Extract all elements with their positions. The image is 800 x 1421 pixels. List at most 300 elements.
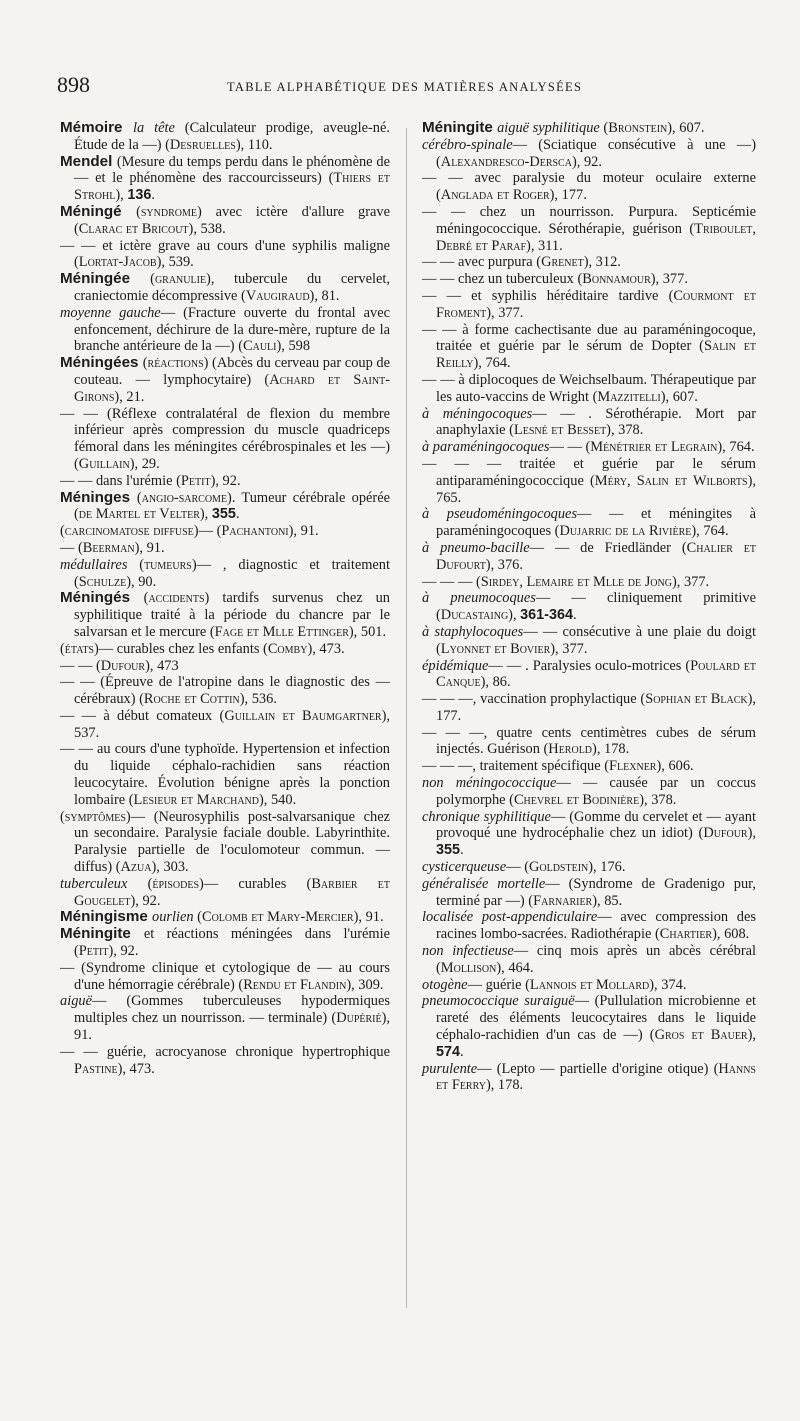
italic-qualifier: tuberculeux <box>60 875 148 892</box>
page-ref: ), 311. <box>526 237 563 254</box>
smallcaps-qualifier: (réactions) <box>142 355 209 372</box>
entry-text: . <box>460 1043 464 1060</box>
entry-text: — <box>506 859 525 876</box>
page-ref: ), 473 <box>145 657 179 674</box>
author-names: Goldstein <box>528 859 589 876</box>
page-ref: ), <box>747 825 756 842</box>
entry-text: (Calculateur prodige, aveugle-né. Étude de la —) ( <box>74 120 390 153</box>
index-entry <box>60 641 390 658</box>
index-entry <box>422 540 756 574</box>
page-ref: ), 309. <box>346 976 384 993</box>
index-entry <box>60 658 390 675</box>
index-entry <box>422 691 756 725</box>
headword: Méningées <box>60 354 143 372</box>
page-ref: ), 764. <box>717 439 755 456</box>
index-entry <box>60 741 390 808</box>
italic-qualifier: non méningococcique <box>422 775 557 792</box>
author-names: Gros et Bauer <box>654 1027 748 1044</box>
author-names: Comby <box>267 640 308 657</box>
page-ref: ), 176. <box>588 859 626 876</box>
page-ref: ), 178. <box>592 741 630 758</box>
index-entry <box>422 658 756 692</box>
author-names: Desruelles <box>169 136 236 153</box>
page-ref: ), 110. <box>235 136 273 153</box>
author-names: Ducastaing <box>440 607 509 624</box>
author-names: Lannois et Mollard <box>529 976 650 993</box>
italic-qualifier: purulente <box>422 1060 478 1077</box>
column-divider <box>406 128 407 1308</box>
italic-qualifier: à staphylocoques <box>422 623 524 640</box>
entry-text: — <box>513 943 537 960</box>
page-ref: ), 312. <box>583 254 621 271</box>
entry-text: — <box>545 875 569 892</box>
entry-text: . Sérothérapie. Mort par anaphylaxie ( <box>436 405 756 439</box>
index-entry <box>422 322 756 372</box>
page-ref: ), <box>508 607 521 624</box>
index-entry <box>60 1044 390 1078</box>
entry-text: avec compression des racines lombo-sacrées. Radiothérapie ( <box>436 909 756 943</box>
author-names: Colomb et Mary-Mercier <box>201 909 354 926</box>
author-names: Hanns et Ferry <box>436 1060 756 1094</box>
entry-text: — — avec purpura ( <box>422 254 542 271</box>
entry-text: — — — ( <box>422 573 481 590</box>
index-entry <box>422 137 756 171</box>
author-names: Pastine <box>74 1060 118 1077</box>
page-ref: ), 177. <box>436 691 756 724</box>
index-entry <box>422 170 756 204</box>
author-names: Petit <box>78 943 109 960</box>
entry-text: — <box>198 523 217 540</box>
smallcaps-qualifier: (granulie) <box>150 271 211 288</box>
index-entry <box>422 876 756 910</box>
author-names: Lortat-Jacob <box>78 254 157 271</box>
index-entry <box>422 506 756 540</box>
page-ref: ), 607. <box>667 120 705 136</box>
entry-text: — — chez un nourrisson. Purpura. Septicémie méningococcique. Sérothérapie, guérison ( <box>422 203 756 237</box>
index-entry <box>422 120 756 137</box>
entry-text: — <box>550 808 570 825</box>
author-names: Vaugiraud <box>245 287 310 304</box>
index-entry <box>60 406 390 473</box>
author-names: Bonnamour <box>582 271 651 288</box>
author-names: Petit <box>180 472 211 489</box>
headword: Mendel <box>60 152 117 170</box>
author-names: Poulard et Canque <box>436 657 756 691</box>
italic-qualifier: la tête <box>133 120 185 136</box>
entry-text: de Friedländer ( <box>580 539 687 556</box>
bold-page-ref: 361-364 <box>520 607 573 624</box>
entry-text: et réactions méningées dans l'urémie ( <box>74 926 390 960</box>
headword: Méningés <box>60 589 144 607</box>
author-names: Barbier et Gougelet <box>74 875 390 909</box>
page-ref: ), 178. <box>485 1077 524 1094</box>
author-names: Mollison <box>440 959 497 976</box>
index-entry <box>422 977 756 994</box>
entry-text: (Lepto — partielle d'origine otique) ( <box>496 1060 719 1077</box>
index-entry <box>60 540 390 557</box>
index-entry <box>422 725 756 759</box>
page-ref: ), 607. <box>660 388 698 405</box>
italic-qualifier: à méningocoques <box>422 405 533 422</box>
page-ref: ), 376. <box>485 556 523 573</box>
bold-page-ref: 355 <box>436 842 461 859</box>
entry-text: — <box>512 136 539 153</box>
page-ref: ), 86. <box>480 674 511 691</box>
entry-text: (Sciatique consécutive à une —) ( <box>436 136 756 170</box>
page-ref: ), 536. <box>239 691 277 708</box>
italic-qualifier: épidémique <box>422 657 489 674</box>
entry-text: — — dans l'urémie ( <box>60 472 181 489</box>
page-ref: ), 377. <box>550 640 588 657</box>
author-names: Triboulet, Debré et Paraf <box>436 220 756 254</box>
author-names: Flexner <box>609 758 657 775</box>
index-entry <box>60 926 390 960</box>
entry-text: . <box>151 187 155 204</box>
author-names: Dufour <box>100 657 146 674</box>
smallcaps-qualifier: (syndrome) <box>136 203 202 220</box>
entry-text: (Pullulation microbienne et rareté des éléments leucocytaires dans le liquide céphalo-rachidien d'un cas de —) ( <box>436 993 756 1044</box>
entry-text: curables ( <box>238 875 312 892</box>
page-ref: ), 92. <box>210 472 241 489</box>
italic-qualifier: à pneumocoques <box>422 590 536 607</box>
running-title: TABLE ALPHABÉTIQUE DES MATIÈRES ANALYSÉES <box>227 80 583 94</box>
index-entry <box>60 993 390 1043</box>
page-ref: ), <box>747 1027 756 1044</box>
entry-text: tardifs survenus chez un syphilitique traité à la période du chancre par le salvarsan et le mercure ( <box>74 590 390 640</box>
index-entry <box>422 204 756 254</box>
entry-text: — (Syndrome clinique et cytologique de — au cours d'une hémorragie cérébrale) ( <box>60 959 390 993</box>
entry-text: — — et syphilis héréditaire tardive ( <box>422 287 674 304</box>
entry-text: . Paralysies oculo-motrices ( <box>525 657 691 674</box>
entry-text: — — à diplocoques de Weichselbaum. Thérapeutique par les auto-vaccins de Wright ( <box>422 371 756 405</box>
entry-text: . <box>235 506 240 523</box>
entry-text: — — chez un tuberculeux ( <box>422 271 583 288</box>
page-ref: ), 598 <box>276 338 311 355</box>
entry-text: (Gommes tuberculeuses hypodermiques multiples chez un nourrisson. — terminale) ( <box>74 993 390 1027</box>
entry-text: — — — traitée et guérie par le sérum antiparaméningococcique ( <box>422 455 756 489</box>
index-entry <box>60 708 390 742</box>
page-ref: ), 501. <box>348 623 387 640</box>
page-ref: ), 537. <box>74 707 390 741</box>
index-entry <box>422 590 756 624</box>
entry-text: — <box>477 1060 497 1077</box>
page-ref: ), 377. <box>650 271 688 288</box>
author-names: Chalier et Dufourt <box>436 539 757 573</box>
page-ref: ), 377. <box>486 304 524 321</box>
bold-page-ref: 574 <box>436 1043 461 1060</box>
entry-text: — — <box>488 657 526 674</box>
smallcaps-qualifier: (angio-sarcome) <box>136 489 232 506</box>
entry-text: — — au cours d'une typhoïde. Hypertension et infection du liquide céphalo-rachidien sans réaction leucocytaire. Évolution bénigne après la ponction lombaire ( <box>60 741 390 808</box>
author-names: Lesné et Besset <box>513 422 607 439</box>
author-names: Dufour <box>703 825 748 842</box>
entry-text: curables chez les enfants ( <box>116 640 268 657</box>
author-names: Alexandresco-Dersca <box>440 153 572 170</box>
index-entry <box>60 909 390 926</box>
page-header <box>57 72 757 102</box>
bold-page-ref: 355 <box>211 506 236 523</box>
author-names: Grenet <box>541 254 584 271</box>
index-entry <box>422 775 756 809</box>
index-entry <box>422 943 756 977</box>
italic-qualifier: à pseudoméningocoques <box>422 506 578 523</box>
smallcaps-qualifier: (tumeurs) <box>139 556 197 573</box>
entry-text: , diagnostic et traitement ( <box>74 556 390 590</box>
page-ref: ), 21. <box>114 388 145 405</box>
index-entry <box>60 674 390 708</box>
page-ref: ), 85. <box>592 892 623 909</box>
page-ref: ), 91. <box>288 523 319 540</box>
entry-text: — ( <box>60 539 83 556</box>
author-names: Clarac et Bricout <box>78 220 189 237</box>
headword: Méninges <box>60 488 137 506</box>
entry-text: — — avec paralysie du moteur oculaire externe ( <box>422 170 756 204</box>
page-ref: ), 92. <box>108 943 139 960</box>
author-names: Pachantoni <box>221 523 289 540</box>
entry-text: — <box>91 993 127 1010</box>
index-entry <box>422 456 756 506</box>
page-ref: ), 378. <box>639 791 677 808</box>
entry-text: — — (Réflexe contralatéral de flexion du membre inférieur après compression du muscle quadriceps fémoral dans les méningites cérébrospinales et les —) ( <box>60 405 390 472</box>
index-entry <box>60 204 390 238</box>
index-entry <box>422 271 756 288</box>
entry-text: — — guérie, acrocyanose chronique hypertrophique <box>60 1043 390 1060</box>
index-entry <box>60 590 390 640</box>
bold-page-ref: 136 <box>127 187 152 204</box>
entry-text: (Fracture ouverte du frontal avec enfoncement, déchirure de la dure-mère, rupture de la branche antérieure de la —) ( <box>74 304 390 355</box>
author-names: Sophian et Black <box>645 691 748 708</box>
entry-text: . Tumeur cérébrale opérée ( <box>74 489 390 523</box>
page-ref: ), 303. <box>151 859 189 876</box>
headword: Méningite <box>60 925 144 943</box>
page-ref: ), 378. <box>606 422 644 439</box>
index-entry <box>422 758 756 775</box>
headword: Méningisme <box>60 908 152 926</box>
smallcaps-qualifier: (carcinomatose diffuse) <box>60 523 199 540</box>
smallcaps-qualifier: (états) <box>60 640 99 657</box>
index-entry <box>422 406 756 440</box>
page-ref: ), 374. <box>649 976 687 993</box>
page-ref: ), 29. <box>129 455 160 472</box>
entry-text: — — —, traitement spécifique ( <box>422 758 610 775</box>
italic-qualifier: cérébro-spinale <box>422 136 513 153</box>
entry-text: . <box>460 842 464 859</box>
entry-text: causée par un coccus polymorphe ( <box>436 775 756 808</box>
smallcaps-qualifier: (symptômes) <box>60 808 131 825</box>
page-ref: ), 608. <box>712 926 750 943</box>
index-entry <box>60 154 390 204</box>
italic-qualifier: moyenne gauche <box>60 304 161 321</box>
entry-text: avec ictère d'allure grave ( <box>74 203 390 237</box>
entry-text: (Gomme du cervelet et — ayant provoqué une hydrocéphalie chez un idiot) ( <box>436 808 756 842</box>
author-names: Lesieur et Marchand <box>133 791 259 808</box>
author-names: Lyonnet et Bovier <box>440 640 551 657</box>
index-entry <box>60 355 390 405</box>
smallcaps-qualifier: (accidents) <box>143 590 210 607</box>
author-names: Guillain <box>78 455 130 472</box>
italic-qualifier: non infectieuse <box>422 943 514 960</box>
italic-qualifier: médullaires <box>60 556 140 573</box>
page-ref: ), 473. <box>307 640 345 657</box>
entry-text: — — <box>523 623 563 640</box>
author-names: Thiers et Strohl <box>74 170 391 204</box>
index-entry <box>422 993 756 1060</box>
entry-text: — <box>467 976 486 993</box>
author-names: Chartier <box>659 926 713 943</box>
italic-qualifier: généralisée mortelle <box>422 875 546 892</box>
index-entry <box>60 960 390 994</box>
entry-text: — <box>98 640 117 657</box>
entry-text: — <box>160 304 184 321</box>
entry-text: (Syndrome de Gradenigo pur, terminé par —) ( <box>436 875 756 909</box>
entry-text: et méningites à paraméningocoques ( <box>436 506 756 540</box>
italic-qualifier: aiguë syphilitique <box>497 120 604 136</box>
index-entry <box>60 305 390 355</box>
author-names: Dujarric de la Rivière <box>559 523 692 540</box>
entry-text: — — —, quatre cents centimètres cubes de sérum injectés. Guérison ( <box>422 724 756 758</box>
entry-text: — <box>203 875 239 892</box>
page-ref: ), 177. <box>549 187 587 204</box>
smallcaps-qualifier: (épisodes) <box>147 875 204 892</box>
page-ref: ), 765. <box>436 472 756 506</box>
entry-text: — — <box>532 405 589 422</box>
entry-text: — — et ictère grave au cours d'une syphilis maligne ( <box>60 237 390 271</box>
entry-text: — — à début comateux ( <box>60 707 225 724</box>
page-ref: ), 90. <box>126 573 157 590</box>
entry-text: . <box>573 607 577 624</box>
page-ref: ), <box>199 506 212 523</box>
page-ref: ), 91. <box>74 1010 390 1044</box>
headword: Mémoire <box>60 119 133 136</box>
index-entry <box>422 624 756 658</box>
entry-text: — — <box>535 590 607 607</box>
author-names: Cauli <box>243 338 277 355</box>
entry-text: — — <box>549 439 586 456</box>
page-ref: ), 91. <box>353 909 384 926</box>
index-entry <box>422 574 756 591</box>
entry-text: ( <box>585 439 591 456</box>
page-ref: ), 92. <box>130 892 161 909</box>
entry-text: (Mesure du temps perdu dans le phénomène de — et le phénomène des raccourcisseurs) ( <box>74 153 391 187</box>
index-entry <box>422 1061 756 1095</box>
entry-text: — — <box>577 506 641 523</box>
entry-text: ( <box>524 859 529 876</box>
page-ref: ), 464. <box>496 959 534 976</box>
entry-text: (Neurosyphilis post-salvarsanique chez un secondaire. Paralysie faciale double. Labyrinthite. Paralysie partielle de l'oculomoteur commun. — diffus) ( <box>74 808 390 876</box>
index-entry <box>60 238 390 272</box>
entry-text: , tubercule du cervelet, craniectomie décompressive ( <box>74 271 390 304</box>
author-names: Dupérié <box>336 1010 382 1027</box>
index-entry <box>60 809 390 876</box>
author-names: Herold <box>548 741 593 758</box>
entry-text: — <box>574 993 595 1010</box>
headword: Méningée <box>60 270 151 288</box>
author-names: Ménétrier et Legrain <box>590 439 718 456</box>
entry-text: — <box>196 556 223 573</box>
italic-qualifier: cysticerqueuse <box>422 859 507 876</box>
entry-text: — <box>597 909 621 926</box>
italic-qualifier: otogène <box>422 976 468 993</box>
entry-text: — — (Épreuve de l'atropine dans le diagnostic des — cérébraux) ( <box>60 674 390 708</box>
italic-qualifier: chronique syphilitique <box>422 808 551 825</box>
italic-qualifier: à paraméningocoques <box>422 439 550 456</box>
headword: Méningite <box>422 119 498 136</box>
page-ref: ), 764. <box>691 523 729 540</box>
index-entry <box>422 859 756 876</box>
entry-text: — — à forme cachectisante due au paraméningocoque, traitée et guérie par le sérum de Dopter ( <box>422 321 756 355</box>
italic-qualifier: pneumococcique suraiguë <box>422 993 575 1010</box>
page-ref: ), 81. <box>309 287 340 304</box>
page-ref: ), 91. <box>134 539 165 556</box>
entry-text: (Abcès du cerveau par coup de couteau. — lymphocytaire) ( <box>74 355 390 388</box>
page-ref: ), 539. <box>156 254 194 271</box>
author-names: Farnarier <box>533 892 593 909</box>
entry-text: — — ( <box>60 657 101 674</box>
author-names: Bronstein <box>608 120 668 136</box>
author-names: Rendu et Flandin <box>243 976 347 993</box>
author-names: Chevrel et Bodinière <box>513 791 640 808</box>
entry-text: cinq mois après un abcès cérébral ( <box>436 943 756 976</box>
right-column <box>422 120 756 1094</box>
index-entry <box>60 473 390 490</box>
author-names: Guillain et Baumgartner <box>224 707 382 724</box>
author-names: Achard et Saint-Girons <box>74 371 390 405</box>
index-entry <box>60 120 390 154</box>
index-entry <box>422 809 756 859</box>
headword: Méningé <box>60 202 137 220</box>
page-ref: ), 377. <box>671 573 710 590</box>
author-names: Courmont et Froment <box>436 287 756 321</box>
page-ref: ), 764. <box>473 355 511 372</box>
index-entry <box>422 439 756 456</box>
page-ref: ), 540. <box>259 791 297 808</box>
index-entry <box>60 490 390 524</box>
index-entry <box>60 557 390 591</box>
author-names: Mazzitelli <box>597 388 661 405</box>
italic-qualifier: localisée post-appendiculaire <box>422 909 598 926</box>
author-names: Azua <box>120 859 152 876</box>
italic-qualifier: aiguë <box>60 993 92 1010</box>
author-names: Schulze <box>78 573 127 590</box>
author-names: de Martel et Velter <box>78 506 200 523</box>
author-names: Méry, Salin et Wilborts <box>594 472 748 489</box>
entry-text: cliniquement primitive ( <box>436 590 756 624</box>
italic-qualifier: ourlien <box>152 909 198 926</box>
italic-qualifier: à pneumo-bacille <box>422 539 530 556</box>
index-entry <box>422 254 756 271</box>
index-entry <box>60 523 390 540</box>
author-names: Sirdey, Lemaire et Mlle de Jong <box>480 573 672 590</box>
left-column <box>60 120 390 1077</box>
entry-text: guérie ( <box>485 976 530 993</box>
page-ref: ), 606. <box>656 758 694 775</box>
entry-text: consécutive à une plaie du doigt ( <box>436 623 756 657</box>
entry-text: ( <box>216 523 222 540</box>
author-names: Beerman <box>82 539 135 556</box>
entry-text: — <box>130 808 154 825</box>
page-ref: ), 473. <box>117 1060 155 1077</box>
index-entry <box>422 909 756 943</box>
index-entry <box>60 876 390 910</box>
entry-text: — — <box>556 775 610 792</box>
author-names: Anglada et Roger <box>440 187 550 204</box>
entry-text: — — <box>529 539 581 556</box>
page-ref: ), <box>115 187 128 204</box>
page-number: 898 <box>57 72 90 97</box>
page-ref: ), 92. <box>571 153 602 170</box>
index-entry <box>60 271 390 305</box>
author-names: Fage et Mlle Ettinger <box>214 623 349 640</box>
